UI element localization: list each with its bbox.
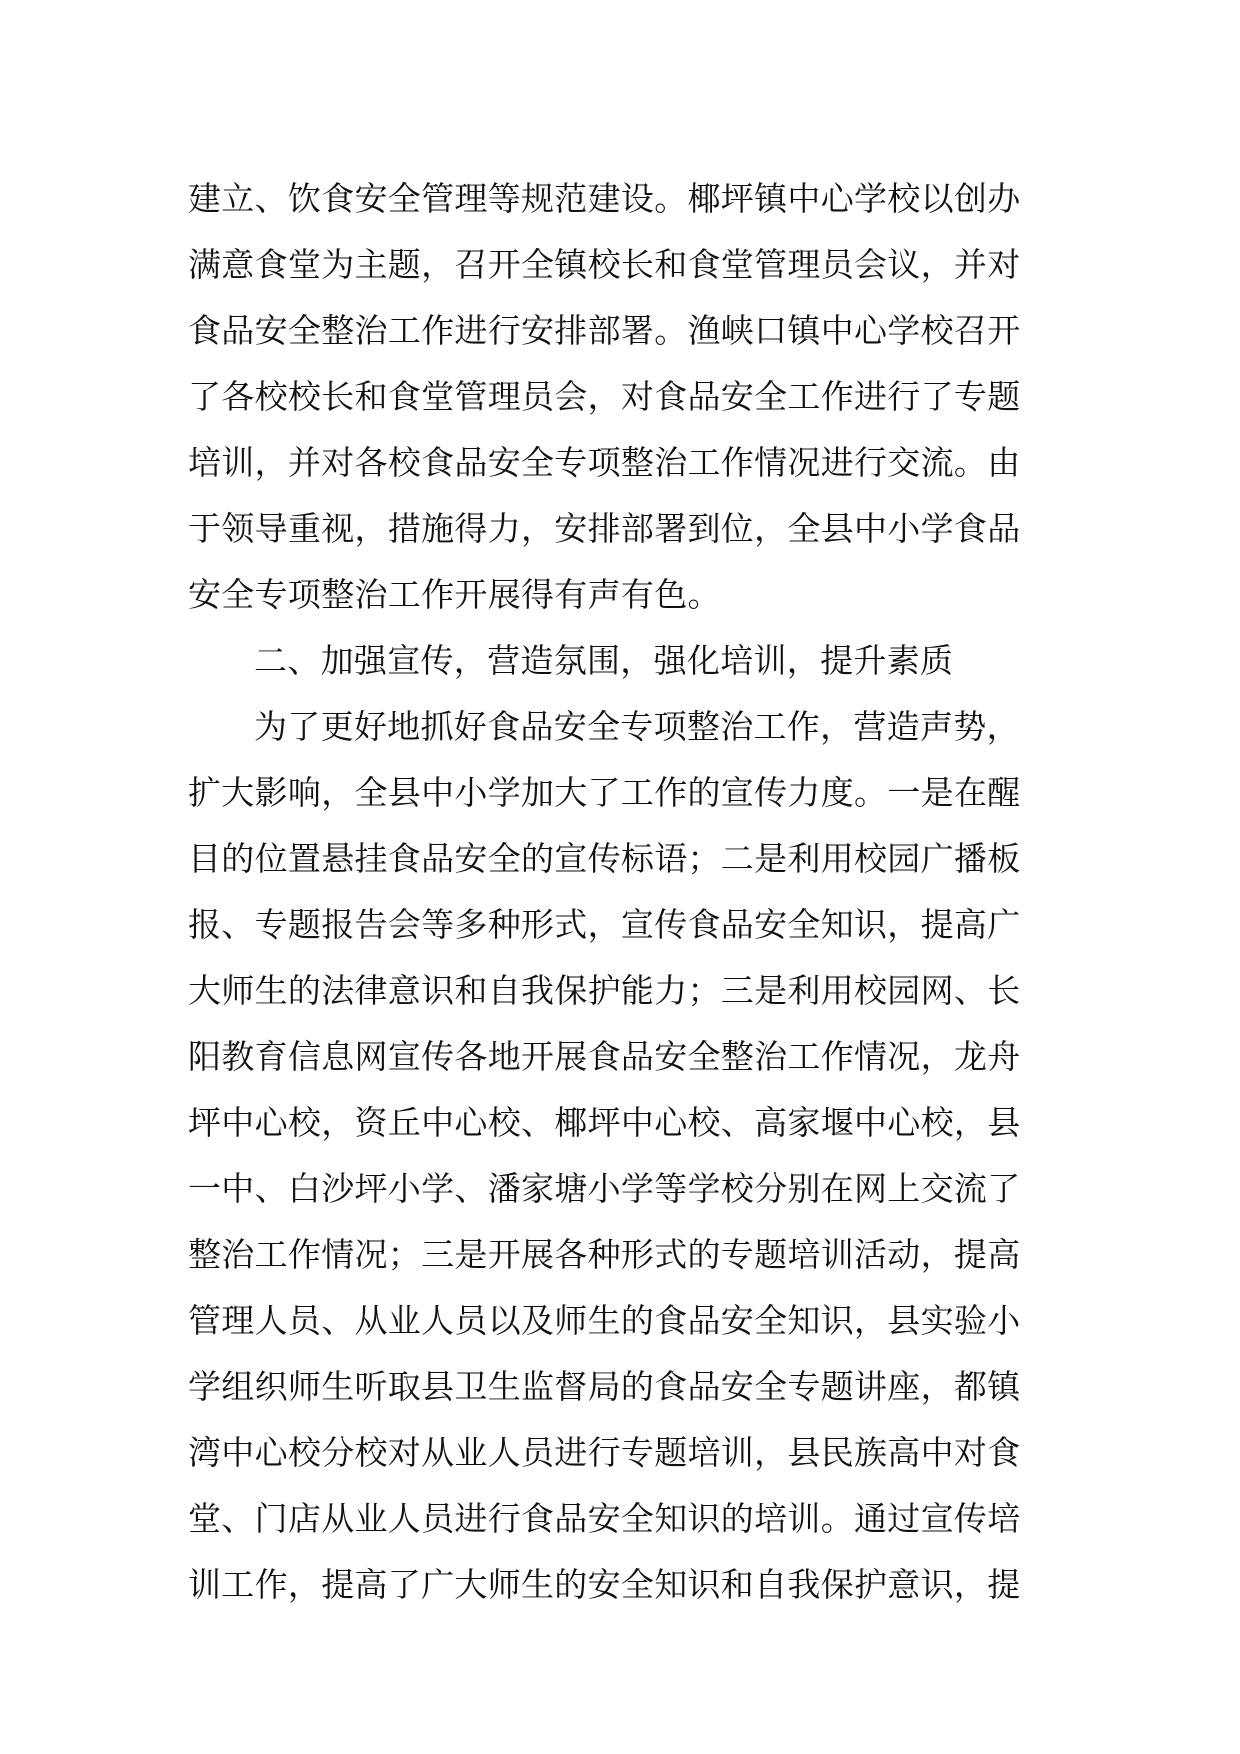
text-line: 整治工作情况；三是开展各种形式的专题培训活动，提高 [188,1235,1021,1274]
text-line: 报、专题报告会等多种形式，宣传食品安全知识，提高广 [188,905,1021,944]
text-line: 于领导重视，措施得力，安排部署到位，全县中小学食品 [188,509,1021,548]
text-line: 学组织师生听取县卫生监督局的食品安全专题讲座，都镇 [188,1367,1021,1406]
text-line: 堂、门店从业人员进行食品安全知识的培训。通过宣传培 [188,1499,1021,1538]
text-line: 一中、白沙坪小学、潘家塘小学等学校分别在网上交流了 [188,1169,1021,1208]
text-line: 建立、饮食安全管理等规范建设。椰坪镇中心学校以创办 [188,179,1021,218]
text-line: 扩大影响，全县中小学加大了工作的宣传力度。一是在醒 [188,773,1021,812]
text-line: 坪中心校，资丘中心校、椰坪中心校、高家堰中心校，县 [188,1103,1021,1142]
text-line: 食品安全整治工作进行安排部署。渔峡口镇中心学校召开 [188,311,1021,350]
text-line: 安全专项整治工作开展得有声有色。 [188,575,721,614]
body-text [188,166,1058,1618]
section-heading: 二、加强宣传，营造氛围，强化培训，提升素质 [254,641,954,680]
text-line: 湾中心校分校对从业人员进行专题培训，县民族高中对食 [188,1433,1021,1472]
text-line: 训工作，提高了广大师生的安全知识和自我保护意识，提 [188,1565,1021,1604]
text-line: 目的位置悬挂食品安全的宣传标语；二是利用校园广播板 [188,839,1021,878]
text-line: 满意食堂为主题，召开全镇校长和食堂管理员会议，并对 [188,245,1021,284]
text-line: 培训，并对各校食品安全专项整治工作情况进行交流。由 [188,443,1021,482]
text-line: 了各校校长和食堂管理员会，对食品安全工作进行了专题 [188,377,1021,416]
text-line: 管理人员、从业人员以及师生的食品安全知识，县实验小 [188,1301,1021,1340]
text-line: 大师生的法律意识和自我保护能力；三是利用校园网、长 [188,971,1021,1010]
text-line: 阳教育信息网宣传各地开展食品安全整治工作情况，龙舟 [188,1037,1021,1076]
paragraph-start-line: 为了更好地抓好食品安全专项整治工作，营造声势， [254,707,1020,746]
